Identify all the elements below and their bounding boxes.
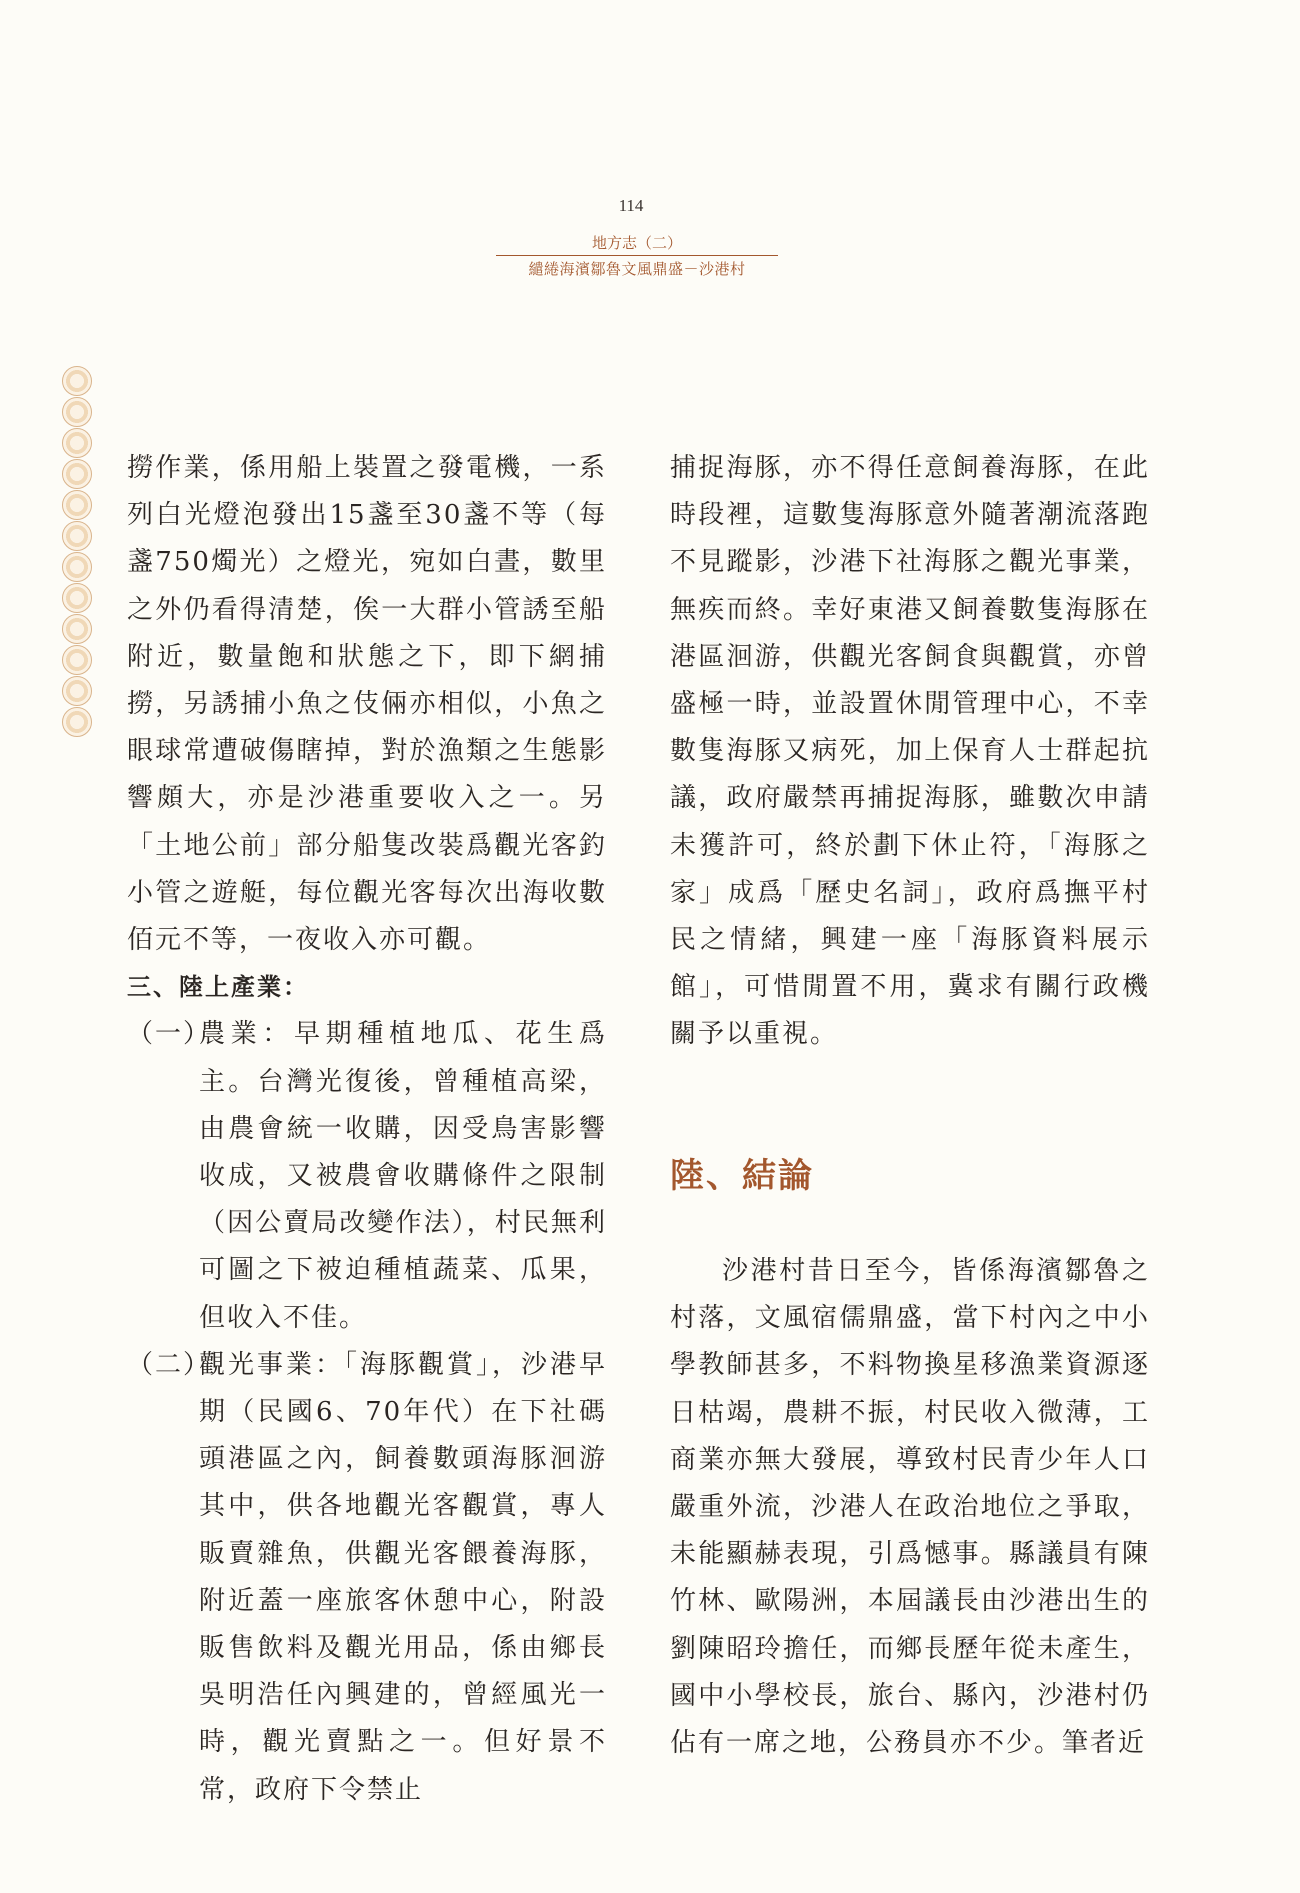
intro-paragraph: 撈作業，係用船上裝置之發電機，一系列白光燈泡發出15盞至30盞不等（每盞750燭光）之燈光，宛如白晝，數里之外仍看得清楚，俟一大群小管誘至船附近，數量飽和狀態之下，即下網捕撈，另誘捕小魚之伎倆亦相似，小魚之眼球常遭破傷瞎掉，對於漁類之生態影響頗大，亦是沙港重要收入之一。另「土地公前」部分船隻改裝爲觀光客釣小管之遊艇，每位觀光客每次出海收數佰元不等，一夜收入亦可觀。	[127, 453, 607, 956]
list-item-marker: （一）	[127, 1019, 212, 1050]
ornament-medallion-icon	[62, 428, 92, 458]
side-ornament	[62, 366, 96, 738]
left-column	[127, 445, 607, 1814]
ornament-medallion-icon	[62, 397, 92, 427]
ornament-medallion-icon	[62, 676, 92, 706]
list-item-text: 農業：早期種植地瓜、花生爲主。台灣光復後，曾種植高梁，由農會統一收購，因受鳥害影響收成，又被農會收購條件之限制（因公賣局改變作法），村民無利可圖之下被迫種植蔬菜、瓜果，但收入不佳。	[199, 1019, 607, 1333]
right-column	[670, 445, 1150, 1059]
ornament-medallion-icon	[62, 490, 92, 520]
section-heading: 三、陸上產業：	[127, 973, 309, 1002]
header-rule	[496, 255, 778, 256]
list-item-text: 觀光事業：「海豚觀賞」，沙港早期（民國6、70年代）在下社碼頭港區之內，飼養數頭海豚洄游其中，供各地觀光客觀賞，專人販賣雜魚，供觀光客餵養海豚，附近蓋一座旅客休憩中心，附設販售飲料及觀光用品，係由鄉長吳明浩任內興建的，曾經風光一時，觀光賣點之一。但好景不常，政府下令禁止	[199, 1349, 607, 1805]
chapter-heading: 陸、結論	[670, 1156, 814, 1196]
list-item-marker: （二）	[127, 1349, 212, 1380]
ornament-medallion-icon	[62, 552, 92, 582]
header-subtitle: 繾綣海濱鄒魯文風鼎盛－沙港村	[528, 260, 746, 278]
continuation-paragraph: 捕捉海豚，亦不得任意飼養海豚，在此時段裡，這數隻海豚意外隨著潮流落跑不見蹤影，沙港下社海豚之觀光事業，無疾而終。幸好東港又飼養數隻海豚在港區洄游，供觀光客飼食與觀賞，亦曾盛極一時，並設置休閒管理中心，不幸數隻海豚又病死，加上保育人士群起抗議，政府嚴禁再捕捉海豚，雖數次申請未獲許可，終於劃下休止符，「海豚之家」成爲「歷史名詞」，政府爲撫平村民之情緒，興建一座「海豚資料展示館」，可惜閒置不用，冀求有關行政機關予以重視。	[670, 453, 1150, 1050]
page-number: 114	[618, 196, 644, 215]
ornament-medallion-icon	[62, 645, 92, 675]
ornament-medallion-icon	[62, 521, 92, 551]
ornament-medallion-icon	[62, 614, 92, 644]
ornament-medallion-icon	[62, 707, 92, 737]
header-title: 地方志（二）	[591, 234, 682, 252]
running-header	[496, 232, 778, 280]
ornament-medallion-icon	[62, 583, 92, 613]
list-item-agriculture	[127, 1011, 607, 1341]
list-item-tourism	[127, 1342, 607, 1814]
ornament-medallion-icon	[62, 366, 92, 396]
conclusion-paragraph: 沙港村昔日至今，皆係海濱鄒魯之村落，文風宿儒鼎盛，當下村內之中小學教師甚多，不料物換星移漁業資源逐日枯竭，農耕不振，村民收入微薄，工商業亦無大發展，導致村民青少年人口嚴重外流，沙港人在政治地位之爭取，未能顯赫表現，引爲憾事。縣議員有陳竹林、歐陽洲，本屆議長由沙港出生的劉陳昭玲擔任，而鄉長歷年從未產生，國中小學校長，旅台、縣內，沙港村仍佔有一席之地，公務員亦不少。筆者近	[670, 1256, 1150, 1759]
ornament-medallion-icon	[62, 459, 92, 489]
